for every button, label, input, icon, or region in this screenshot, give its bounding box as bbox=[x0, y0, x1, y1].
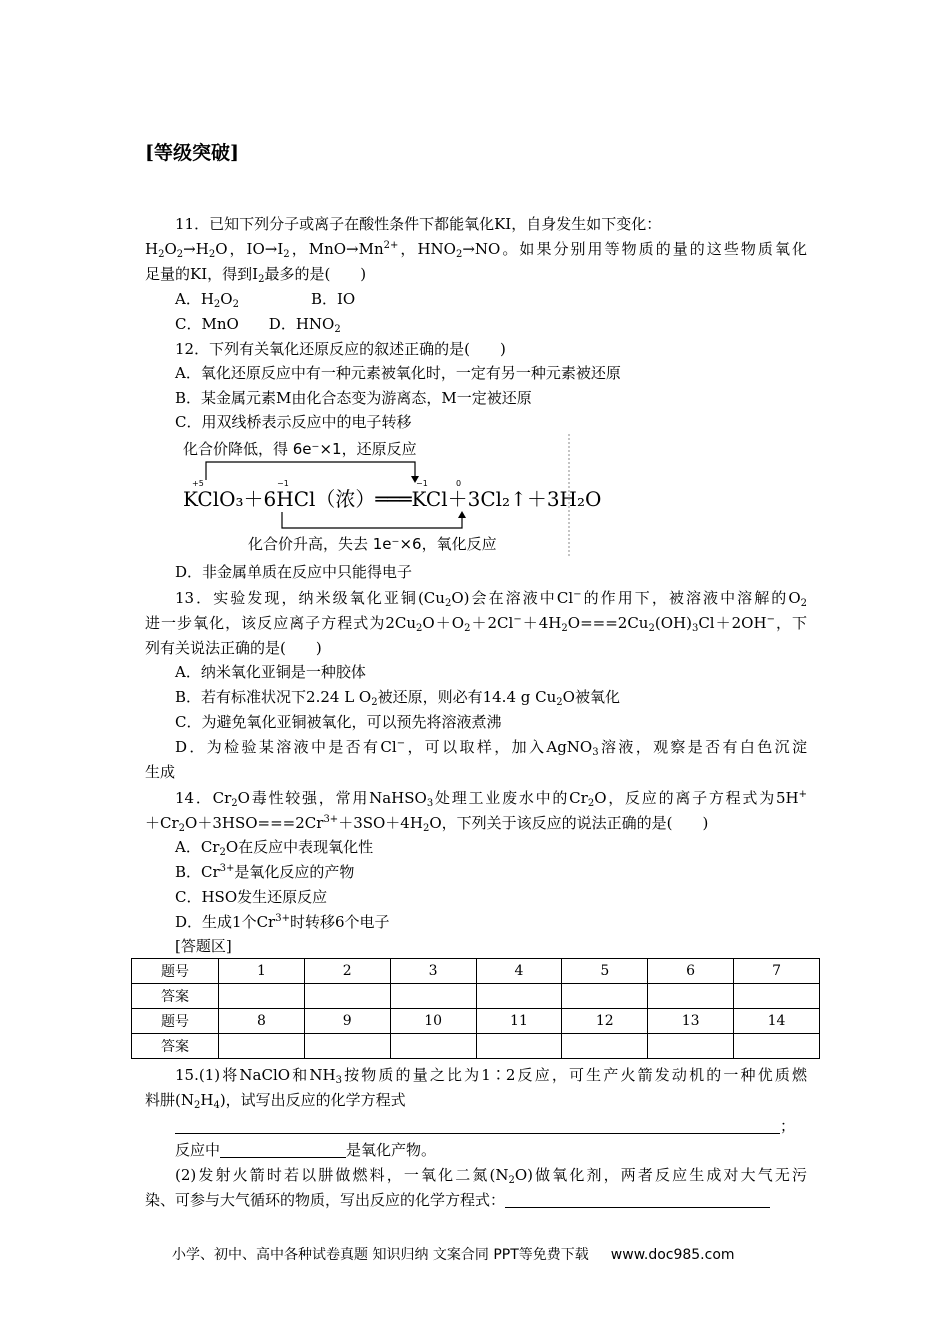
section-heading: [等级突破] bbox=[145, 142, 239, 164]
answer-cell[interactable] bbox=[476, 1034, 562, 1059]
q11-options-ab: A．$H_2O_2$ B．IO bbox=[175, 290, 356, 310]
table-row bbox=[132, 959, 820, 984]
q13-line3: 列有关说法正确的是( ) bbox=[145, 639, 322, 657]
q14-option-d: D．生成1个$Cr^{3+}$时转移6个电子 bbox=[175, 913, 390, 931]
q15-line2: 料肼$(N_2H_4)$，试写出反应的化学方程式 bbox=[145, 1091, 406, 1111]
question-number: 2 bbox=[304, 959, 390, 984]
q15-stem: 15.(1)将NaClO和$NH_3$按物质的量之比为1∶2反应，可生产火箭发动机的一种优质燃 bbox=[175, 1066, 807, 1086]
valence-hcl: −1 bbox=[277, 479, 289, 488]
q11-options-cd: C．MnO D．$HNO_2$ bbox=[175, 315, 341, 335]
q14-option-b: B．$Cr^{3+}$是氧化反应的产物 bbox=[175, 863, 355, 881]
q12-option-b: B．某金属元素M由化合态变为游离态，M一定被还原 bbox=[175, 389, 532, 407]
answer-header: 答案 bbox=[132, 984, 219, 1009]
q15-answer-line[interactable]: ； bbox=[175, 1115, 795, 1137]
valence-cl2: 0 bbox=[456, 479, 462, 488]
diagram-top-label: 化合价降低，得 6e⁻×1，还原反应 bbox=[183, 440, 417, 458]
answer-cell[interactable] bbox=[304, 1034, 390, 1059]
answer-cell[interactable] bbox=[734, 1034, 820, 1059]
answer-cell[interactable] bbox=[734, 984, 820, 1009]
q12-option-c: C．用双线桥表示反应中的电子转移 bbox=[175, 413, 412, 431]
q13-option-d-cont: 生成 bbox=[145, 763, 176, 781]
q13-option-a: A．纳米氧化亚铜是一种胶体 bbox=[175, 663, 366, 681]
q12-option-a: A．氧化还原反应中有一种元素被氧化时，一定有另一种元素被还原 bbox=[175, 364, 621, 382]
q13-option-b: B．若有标准状况下2.24 L $O_2$被还原，则必有14.4 g $Cu_2O$被氧化 bbox=[175, 688, 620, 708]
answer-cell[interactable] bbox=[219, 984, 305, 1009]
question-number: 11 bbox=[476, 1009, 562, 1034]
question-number: 4 bbox=[476, 959, 562, 984]
equation: KClO₃＋6HCl（浓）═══KCl＋3Cl₂↑＋3H₂O bbox=[183, 487, 602, 511]
oxidation-arrowhead bbox=[458, 511, 466, 518]
answer-cell[interactable] bbox=[304, 984, 390, 1009]
answer-cell[interactable] bbox=[476, 984, 562, 1009]
diagram-bottom-label: 化合价升高，失去 1e⁻×6，氧化反应 bbox=[248, 535, 497, 553]
q15-line6: 染、可参与大气循环的物质，写出反应的化学方程式： bbox=[145, 1189, 770, 1211]
question-number: 3 bbox=[390, 959, 476, 984]
q12-stem: 12．下列有关氧化还原反应的叙述正确的是( ) bbox=[175, 340, 506, 358]
answer-cell[interactable] bbox=[390, 984, 476, 1009]
valence-kcl: −1 bbox=[416, 479, 428, 488]
answer-cell[interactable] bbox=[562, 1034, 648, 1059]
question-number: 8 bbox=[219, 1009, 305, 1034]
q14-option-a: A．$Cr_2O$在反应中表现氧化性 bbox=[175, 838, 374, 858]
question-number-header: 题号 bbox=[132, 959, 219, 984]
oxidation-bracket bbox=[282, 512, 462, 528]
oxidation-product-blank[interactable] bbox=[220, 1141, 346, 1158]
question-number: 5 bbox=[562, 959, 648, 984]
page-footer: 小学、初中、高中各种试卷真题 知识归纳 文案合同 PPT等免费下载 www.doc985.com bbox=[172, 1247, 735, 1263]
electron-transfer-diagram bbox=[180, 432, 602, 556]
q14-stem: 14．$Cr_2O$毒性较强，常用NaHSO$_3$处理工业废水中的$Cr_2O$，反应的离子方程式为5H+ bbox=[175, 789, 807, 809]
equation-blank-2[interactable] bbox=[505, 1191, 770, 1208]
equation-blank[interactable] bbox=[175, 1117, 780, 1134]
answer-table bbox=[131, 958, 820, 1059]
question-number: 10 bbox=[390, 1009, 476, 1034]
table-row bbox=[132, 1009, 820, 1034]
answer-cell[interactable] bbox=[648, 984, 734, 1009]
question-number: 7 bbox=[734, 959, 820, 984]
table-row bbox=[132, 984, 820, 1009]
answer-cell[interactable] bbox=[562, 984, 648, 1009]
q12-option-d: D．非金属单质在反应中只能得电子 bbox=[175, 563, 413, 581]
question-number: 1 bbox=[219, 959, 305, 984]
answer-cell[interactable] bbox=[390, 1034, 476, 1059]
answer-area-label: [答题区] bbox=[175, 937, 232, 955]
q13-option-d: D．为检验某溶液中是否有Cl−，可以取样，加入AgNO$_3$溶液，观察是否有白色沉淀 bbox=[175, 738, 807, 758]
question-number-header: 题号 bbox=[132, 1009, 219, 1034]
q14-option-c: C．HSO发生还原反应 bbox=[175, 888, 328, 906]
table-row bbox=[132, 1034, 820, 1059]
reduction-bracket bbox=[206, 462, 415, 480]
q13-stem: 13．实验发现，纳米级氧化亚铜$(Cu_2O)$会在溶液中Cl−的作用下，被溶液中溶解的$O_2$ bbox=[175, 589, 807, 609]
q11-line2: $H_2O_2\to H_2O$，$IO\to I_2$，$MnO\to Mn^{2+}$，$HNO_2\to NO$。如果分别用等物质的量的这些物质氧化 bbox=[145, 240, 807, 260]
question-number: 6 bbox=[648, 959, 734, 984]
answer-cell[interactable] bbox=[648, 1034, 734, 1059]
question-number: 14 bbox=[734, 1009, 820, 1034]
q11-stem: 11．已知下列分子或离子在酸性条件下都能氧化KI，自身发生如下变化： bbox=[175, 215, 662, 233]
footer-link[interactable]: www.doc985.com bbox=[610, 1247, 735, 1263]
q13-option-c: C．为避免氧化亚铜被氧化，可以预先将溶液煮沸 bbox=[175, 713, 502, 731]
q14-line2: $+Cr_2O+3HSO===2Cr^{3+}+3SO+4H_2O$，下列关于该反应的说法正确的是( ) bbox=[145, 814, 709, 834]
question-number: 13 bbox=[648, 1009, 734, 1034]
q15-part2: (2)发射火箭时若以肼做燃料，一氧化二氮$(N_2O)$做氧化剂，两者反应生成对大气无污 bbox=[175, 1166, 807, 1186]
q11-line3: 足量的KI，得到$I_2$最多的是( ) bbox=[145, 265, 367, 285]
valence-kclo3: +5 bbox=[192, 479, 204, 488]
question-number: 9 bbox=[304, 1009, 390, 1034]
question-number: 12 bbox=[562, 1009, 648, 1034]
answer-header: 答案 bbox=[132, 1034, 219, 1059]
q13-line2: 进一步氧化，该反应离子方程式为$2Cu_2O+O_2+2Cl^-+4H_2O===2Cu_2(OH)_3Cl+2OH^-$，下 bbox=[145, 614, 808, 634]
q15-line4: 反应中 是氧化产物。 bbox=[175, 1141, 437, 1159]
answer-cell[interactable] bbox=[219, 1034, 305, 1059]
